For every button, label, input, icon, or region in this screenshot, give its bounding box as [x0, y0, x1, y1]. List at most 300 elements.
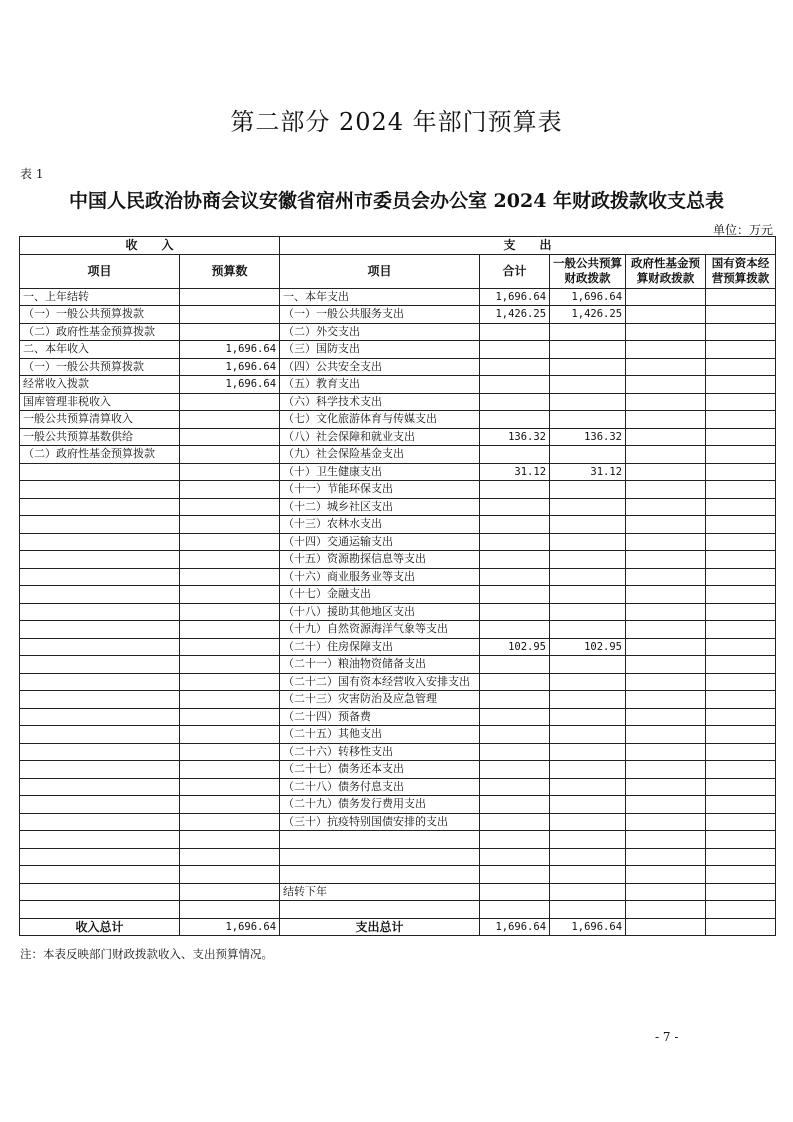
state-value-cell: [706, 726, 776, 744]
income-value-cell: [180, 516, 280, 534]
income-item-cell: [20, 901, 180, 919]
total-value-cell: [480, 743, 550, 761]
total-value-cell: [480, 376, 550, 394]
income-item-cell: [20, 638, 180, 656]
income-item-cell: [20, 498, 180, 516]
table-row: [20, 866, 776, 884]
table-row: [20, 393, 776, 411]
income-value-cell: [180, 621, 280, 639]
general-value-cell: [550, 831, 626, 849]
expense-item-cell: （十）卫生健康支出: [280, 463, 480, 481]
expense-header: 支 出: [280, 237, 776, 255]
expense-item-cell: （十七）金融支出: [280, 586, 480, 604]
state-value-cell: [706, 708, 776, 726]
state-value-cell: [706, 778, 776, 796]
fund-value-cell: [626, 813, 706, 831]
table-row: [20, 306, 776, 324]
fund-budget-header: 政府性基金预算财政拨款: [626, 254, 706, 288]
fund-value-cell: [626, 691, 706, 709]
expense-item-cell: 结转下年: [280, 883, 480, 901]
general-value-cell: 1,696.64: [550, 288, 626, 306]
income-item-cell: [20, 673, 180, 691]
total-value-cell: [480, 708, 550, 726]
state-value-cell: [706, 411, 776, 429]
expense-item-cell: （十一）节能环保支出: [280, 481, 480, 499]
total-value-cell: [480, 813, 550, 831]
state-value-cell: [706, 883, 776, 901]
income-value-cell: [180, 393, 280, 411]
fund-value-cell: [626, 743, 706, 761]
general-value-cell: [550, 656, 626, 674]
state-value-cell: [706, 463, 776, 481]
income-item-cell: [20, 533, 180, 551]
expense-item-cell: （二十五）其他支出: [280, 726, 480, 744]
total-value-cell: [480, 883, 550, 901]
fund-value-cell: [626, 848, 706, 866]
general-value-cell: [550, 341, 626, 359]
state-value-cell: [706, 831, 776, 849]
expense-item-header: 项目: [280, 254, 480, 288]
income-total-value: 1,696.64: [180, 918, 280, 936]
table-row: [20, 831, 776, 849]
income-item-cell: 国库管理非税收入: [20, 393, 180, 411]
table-row: [20, 691, 776, 709]
general-value-cell: [550, 813, 626, 831]
income-value-cell: [180, 796, 280, 814]
state-value-cell: [706, 288, 776, 306]
state-value-cell: [706, 533, 776, 551]
general-value-cell: [550, 586, 626, 604]
state-value-cell: [706, 691, 776, 709]
fund-value-cell: [626, 586, 706, 604]
state-value-cell: [706, 323, 776, 341]
total-value-cell: [480, 726, 550, 744]
state-value-cell: [706, 306, 776, 324]
total-value-cell: 136.32: [480, 428, 550, 446]
total-value-cell: [480, 831, 550, 849]
expense-item-cell: （二）外交支出: [280, 323, 480, 341]
state-capital-header: 国有资本经营预算拨款: [706, 254, 776, 288]
expense-total-value: 1,696.64: [480, 918, 550, 936]
state-value-cell: [706, 481, 776, 499]
expense-item-cell: 一、本年支出: [280, 288, 480, 306]
fund-value-cell: [626, 428, 706, 446]
income-item-cell: [20, 848, 180, 866]
total-value-cell: [480, 673, 550, 691]
expense-item-cell: （二十八）债务付息支出: [280, 778, 480, 796]
general-value-cell: [550, 323, 626, 341]
total-value-cell: [480, 551, 550, 569]
income-item-cell: [20, 691, 180, 709]
general-value-cell: 31.12: [550, 463, 626, 481]
total-value-cell: [480, 446, 550, 464]
expense-item-cell: （十八）援助其他地区支出: [280, 603, 480, 621]
general-value-cell: [550, 446, 626, 464]
fund-value-cell: [626, 358, 706, 376]
expense-item-cell: （四）公共安全支出: [280, 358, 480, 376]
fund-value-cell: [626, 638, 706, 656]
income-value-cell: [180, 831, 280, 849]
expense-item-cell: （二十三）灾害防治及应急管理: [280, 691, 480, 709]
income-item-cell: [20, 796, 180, 814]
expense-item-cell: [280, 901, 480, 919]
income-value-cell: [180, 866, 280, 884]
state-value-cell: [706, 498, 776, 516]
general-value-cell: [550, 778, 626, 796]
income-item-cell: [20, 586, 180, 604]
general-value-cell: 1,426.25: [550, 306, 626, 324]
state-value-cell: [706, 393, 776, 411]
table-row: [20, 341, 776, 359]
fund-total-value: [626, 918, 706, 936]
total-value-cell: [480, 656, 550, 674]
fund-value-cell: [626, 288, 706, 306]
general-value-cell: [550, 533, 626, 551]
general-budget-header: 一般公共预算财政拨款: [550, 254, 626, 288]
state-value-cell: [706, 621, 776, 639]
income-item-cell: [20, 761, 180, 779]
general-value-cell: [550, 358, 626, 376]
income-item-cell: 一般公共预算基数供给: [20, 428, 180, 446]
table-row: [20, 568, 776, 586]
income-item-cell: （一）一般公共预算拨款: [20, 306, 180, 324]
general-value-cell: [550, 376, 626, 394]
state-value-cell: [706, 568, 776, 586]
total-value-cell: [480, 411, 550, 429]
expense-item-cell: [280, 848, 480, 866]
table-row: [20, 673, 776, 691]
fund-value-cell: [626, 376, 706, 394]
table-row: [20, 463, 776, 481]
general-value-cell: 136.32: [550, 428, 626, 446]
state-value-cell: [706, 551, 776, 569]
table-row: [20, 288, 776, 306]
table-row: [20, 603, 776, 621]
expense-item-cell: （八）社会保障和就业支出: [280, 428, 480, 446]
fund-value-cell: [626, 883, 706, 901]
expense-item-cell: （二十）住房保障支出: [280, 638, 480, 656]
total-value-cell: 1,426.25: [480, 306, 550, 324]
fund-value-cell: [626, 446, 706, 464]
table-row: [20, 621, 776, 639]
general-value-cell: [550, 761, 626, 779]
fund-value-cell: [626, 708, 706, 726]
fund-value-cell: [626, 498, 706, 516]
income-value-cell: [180, 411, 280, 429]
income-value-cell: [180, 306, 280, 324]
fund-value-cell: [626, 901, 706, 919]
table-row: [20, 481, 776, 499]
general-value-cell: [550, 481, 626, 499]
total-value-cell: [480, 586, 550, 604]
fund-value-cell: [626, 481, 706, 499]
income-value-cell: [180, 498, 280, 516]
general-value-cell: [550, 866, 626, 884]
income-value-cell: [180, 901, 280, 919]
general-total-value: 1,696.64: [550, 918, 626, 936]
income-item-cell: 二、本年收入: [20, 341, 180, 359]
income-item-cell: [20, 708, 180, 726]
income-value-cell: [180, 428, 280, 446]
income-item-cell: [20, 481, 180, 499]
income-item-cell: [20, 778, 180, 796]
expense-item-cell: （十六）商业服务业等支出: [280, 568, 480, 586]
expense-item-cell: （十五）资源勘探信息等支出: [280, 551, 480, 569]
income-item-cell: （一）一般公共预算拨款: [20, 358, 180, 376]
expense-item-cell: （二十二）国有资本经营收入安排支出: [280, 673, 480, 691]
total-value-cell: [480, 323, 550, 341]
fund-value-cell: [626, 866, 706, 884]
fund-value-cell: [626, 341, 706, 359]
state-value-cell: [706, 358, 776, 376]
income-value-cell: [180, 778, 280, 796]
total-value-cell: [480, 393, 550, 411]
total-value-cell: [480, 691, 550, 709]
footnote: 注：本表反映部门财政拨款收入、支出预算情况。: [20, 947, 273, 961]
income-value-cell: [180, 848, 280, 866]
fund-value-cell: [626, 516, 706, 534]
state-value-cell: [706, 603, 776, 621]
state-value-cell: [706, 586, 776, 604]
general-value-cell: [550, 796, 626, 814]
table-row: [20, 498, 776, 516]
state-value-cell: [706, 673, 776, 691]
table-row: [20, 708, 776, 726]
income-item-cell: [20, 726, 180, 744]
table-row: [20, 376, 776, 394]
income-item-cell: [20, 463, 180, 481]
expense-item-cell: （十九）自然资源海洋气象等支出: [280, 621, 480, 639]
general-value-cell: [550, 551, 626, 569]
income-item-cell: （二）政府性基金预算拨款: [20, 446, 180, 464]
table-row: [20, 796, 776, 814]
unit-label: 单位：万元: [712, 223, 773, 237]
general-value-cell: [550, 516, 626, 534]
income-value-cell: 1,696.64: [180, 358, 280, 376]
table-row: [20, 656, 776, 674]
total-value-cell: 1,696.64: [480, 288, 550, 306]
general-value-cell: [550, 568, 626, 586]
expense-item-cell: （二十四）预备费: [280, 708, 480, 726]
expense-item-cell: （十二）城乡社区支出: [280, 498, 480, 516]
total-value-cell: [480, 481, 550, 499]
income-value-cell: [180, 761, 280, 779]
expense-item-cell: （一）一般公共服务支出: [280, 306, 480, 324]
income-value-cell: [180, 673, 280, 691]
header-row-group: [20, 237, 776, 255]
state-value-cell: [706, 446, 776, 464]
general-value-cell: [550, 621, 626, 639]
income-value-cell: [180, 691, 280, 709]
general-value-cell: [550, 411, 626, 429]
state-value-cell: [706, 848, 776, 866]
general-value-cell: [550, 393, 626, 411]
state-value-cell: [706, 901, 776, 919]
income-value-cell: [180, 708, 280, 726]
total-value-cell: [480, 516, 550, 534]
total-value-cell: [480, 796, 550, 814]
general-value-cell: [550, 673, 626, 691]
income-item-cell: [20, 866, 180, 884]
table-number: 表 1: [20, 167, 44, 181]
state-value-cell: [706, 761, 776, 779]
table-row: [20, 586, 776, 604]
header-row-columns: [20, 254, 776, 288]
income-item-cell: [20, 656, 180, 674]
expense-item-cell: （二十七）债务还本支出: [280, 761, 480, 779]
income-item-cell: [20, 831, 180, 849]
general-value-cell: [550, 883, 626, 901]
fund-value-cell: [626, 621, 706, 639]
expense-item-cell: （五）教育支出: [280, 376, 480, 394]
total-value-cell: [480, 761, 550, 779]
table-row: [20, 358, 776, 376]
general-value-cell: [550, 743, 626, 761]
income-item-header: 项目: [20, 254, 180, 288]
table-row: [20, 901, 776, 919]
total-value-cell: [480, 341, 550, 359]
income-item-cell: [20, 516, 180, 534]
expense-item-cell: （三十）抗疫特别国债安排的支出: [280, 813, 480, 831]
income-value-cell: [180, 288, 280, 306]
table-row: [20, 551, 776, 569]
fund-value-cell: [626, 533, 706, 551]
fund-value-cell: [626, 306, 706, 324]
general-value-cell: 102.95: [550, 638, 626, 656]
state-value-cell: [706, 376, 776, 394]
state-value-cell: [706, 866, 776, 884]
totals-row: [20, 918, 776, 936]
total-value-cell: [480, 498, 550, 516]
general-value-cell: [550, 901, 626, 919]
income-item-cell: 一般公共预算清算收入: [20, 411, 180, 429]
state-value-cell: [706, 656, 776, 674]
income-total-label: 收入总计: [20, 918, 180, 936]
state-value-cell: [706, 813, 776, 831]
income-value-cell: [180, 481, 280, 499]
expense-item-cell: （二十一）粮油物资储备支出: [280, 656, 480, 674]
budget-table: [19, 236, 776, 936]
income-item-cell: [20, 743, 180, 761]
total-header: 合计: [480, 254, 550, 288]
income-value-cell: [180, 603, 280, 621]
total-value-cell: 31.12: [480, 463, 550, 481]
table-title: 中国人民政治协商会议安徽省宿州市委员会办公室 2024 年财政拨款收支总表: [68, 190, 725, 212]
general-value-cell: [550, 848, 626, 866]
income-value-cell: [180, 638, 280, 656]
state-value-cell: [706, 796, 776, 814]
fund-value-cell: [626, 796, 706, 814]
fund-value-cell: [626, 551, 706, 569]
general-value-cell: [550, 708, 626, 726]
general-value-cell: [550, 691, 626, 709]
general-value-cell: [550, 603, 626, 621]
state-value-cell: [706, 341, 776, 359]
expense-item-cell: （三）国防支出: [280, 341, 480, 359]
income-value-cell: [180, 883, 280, 901]
income-item-cell: [20, 551, 180, 569]
total-value-cell: [480, 901, 550, 919]
total-value-cell: [480, 866, 550, 884]
expense-item-cell: （六）科学技术支出: [280, 393, 480, 411]
expense-total-label: 支出总计: [280, 918, 480, 936]
table-row: [20, 533, 776, 551]
table-row: [20, 323, 776, 341]
part-title: 第二部分 2024 年部门预算表: [230, 108, 563, 136]
income-value-cell: [180, 463, 280, 481]
income-value-cell: [180, 656, 280, 674]
income-item-cell: （二）政府性基金预算拨款: [20, 323, 180, 341]
state-value-cell: [706, 516, 776, 534]
expense-item-cell: （十三）农林水支出: [280, 516, 480, 534]
income-item-cell: 一、上年结转: [20, 288, 180, 306]
fund-value-cell: [626, 568, 706, 586]
table-row: [20, 778, 776, 796]
fund-value-cell: [626, 656, 706, 674]
general-value-cell: [550, 498, 626, 516]
total-value-cell: 102.95: [480, 638, 550, 656]
state-value-cell: [706, 428, 776, 446]
expense-item-cell: （二十六）转移性支出: [280, 743, 480, 761]
fund-value-cell: [626, 778, 706, 796]
income-header: 收 入: [20, 237, 280, 255]
income-value-cell: 1,696.64: [180, 376, 280, 394]
expense-item-cell: （十四）交通运输支出: [280, 533, 480, 551]
table-row: [20, 516, 776, 534]
total-value-cell: [480, 358, 550, 376]
table-row: [20, 428, 776, 446]
income-value-cell: [180, 743, 280, 761]
total-value-cell: [480, 533, 550, 551]
income-budget-header: 预算数: [180, 254, 280, 288]
general-value-cell: [550, 726, 626, 744]
fund-value-cell: [626, 463, 706, 481]
table-row: [20, 743, 776, 761]
income-value-cell: [180, 568, 280, 586]
fund-value-cell: [626, 323, 706, 341]
income-value-cell: [180, 446, 280, 464]
table-row: [20, 638, 776, 656]
total-value-cell: [480, 621, 550, 639]
table-row: [20, 813, 776, 831]
income-value-cell: 1,696.64: [180, 341, 280, 359]
income-value-cell: [180, 586, 280, 604]
table-row: [20, 848, 776, 866]
income-value-cell: [180, 533, 280, 551]
income-value-cell: [180, 726, 280, 744]
table-row: [20, 883, 776, 901]
table-row: [20, 761, 776, 779]
income-item-cell: 经常收入拨款: [20, 376, 180, 394]
expense-item-cell: （七）文化旅游体育与传媒支出: [280, 411, 480, 429]
fund-value-cell: [626, 411, 706, 429]
income-item-cell: [20, 883, 180, 901]
total-value-cell: [480, 848, 550, 866]
state-value-cell: [706, 638, 776, 656]
page-number: - 7 -: [655, 1030, 679, 1044]
state-total-value: [706, 918, 776, 936]
income-item-cell: [20, 813, 180, 831]
expense-item-cell: （九）社会保险基金支出: [280, 446, 480, 464]
fund-value-cell: [626, 603, 706, 621]
fund-value-cell: [626, 673, 706, 691]
expense-item-cell: [280, 831, 480, 849]
fund-value-cell: [626, 761, 706, 779]
fund-value-cell: [626, 726, 706, 744]
total-value-cell: [480, 568, 550, 586]
table-row: [20, 411, 776, 429]
total-value-cell: [480, 603, 550, 621]
